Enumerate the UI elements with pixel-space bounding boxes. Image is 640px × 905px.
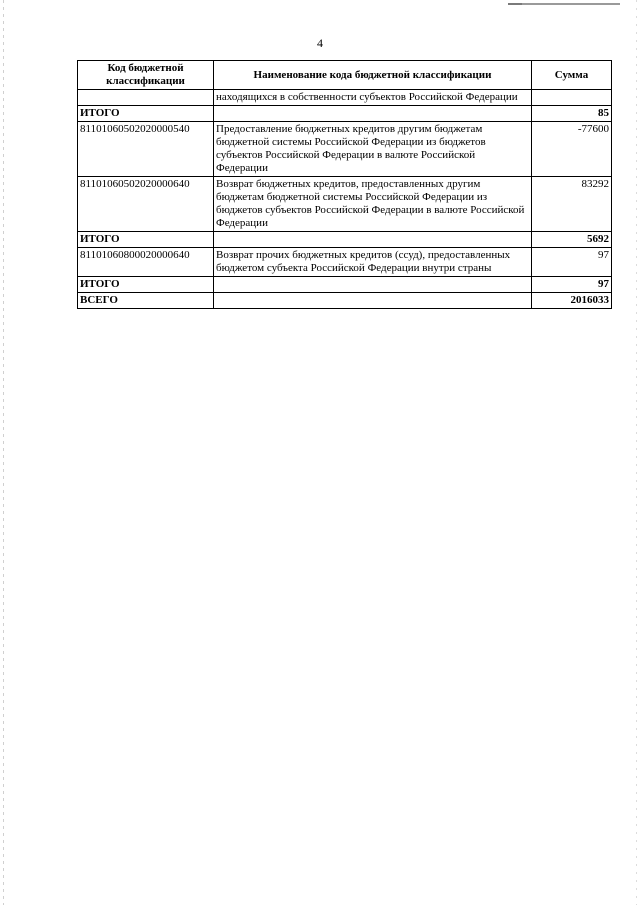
header-name: Наименование кода бюджетной классификации <box>214 61 532 90</box>
budget-classification-table <box>77 60 612 309</box>
header-code: Код бюджетной классификации <box>78 61 214 90</box>
cell-name: Возврат прочих бюджетных кредитов (ссуд), предоставленных бюджетом субъекта Российской Федерации внутри страны <box>214 248 532 277</box>
cell-name <box>214 277 532 293</box>
cell-sum: 2016033 <box>532 293 612 309</box>
cell-sum <box>532 90 612 106</box>
cell-sum: -77600 <box>532 122 612 177</box>
table-row <box>78 177 612 232</box>
scan-edge-right <box>636 0 637 905</box>
cell-code: 81101060502020000640 <box>78 177 214 232</box>
cell-code: ИТОГО <box>78 106 214 122</box>
scan-mark-top-small <box>508 3 522 5</box>
table-row-total <box>78 106 612 122</box>
scan-edge-left <box>3 0 4 905</box>
cell-sum: 5692 <box>532 232 612 248</box>
cell-code: ИТОГО <box>78 277 214 293</box>
cell-code <box>78 90 214 106</box>
scan-mark-top <box>510 3 620 5</box>
table-row <box>78 248 612 277</box>
cell-name: Возврат бюджетных кредитов, предоставленных другим бюджетам бюджетной системы Российской Федерации из бюджетов субъектов Российской Федерации в валюте Российской Федерации <box>214 177 532 232</box>
table-row <box>78 90 612 106</box>
cell-sum: 97 <box>532 277 612 293</box>
header-sum: Сумма <box>532 61 612 90</box>
table-header-row <box>78 61 612 90</box>
cell-code: ИТОГО <box>78 232 214 248</box>
cell-sum: 83292 <box>532 177 612 232</box>
table-row-grand-total <box>78 293 612 309</box>
table-row-total <box>78 277 612 293</box>
cell-sum: 85 <box>532 106 612 122</box>
cell-name <box>214 232 532 248</box>
table-row <box>78 122 612 177</box>
table-row-total <box>78 232 612 248</box>
cell-name <box>214 106 532 122</box>
cell-name: находящихся в собственности субъектов Российской Федерации <box>214 90 532 106</box>
cell-sum: 97 <box>532 248 612 277</box>
page-number: 4 <box>317 36 323 50</box>
cell-name: Предоставление бюджетных кредитов другим бюджетам бюджетной системы Российской Федерации из бюджетов субъектов Российской Федерации в валюте Российской Федерации <box>214 122 532 177</box>
cell-code: 81101060800020000640 <box>78 248 214 277</box>
cell-code: ВСЕГО <box>78 293 214 309</box>
cell-code: 81101060502020000540 <box>78 122 214 177</box>
cell-name <box>214 293 532 309</box>
